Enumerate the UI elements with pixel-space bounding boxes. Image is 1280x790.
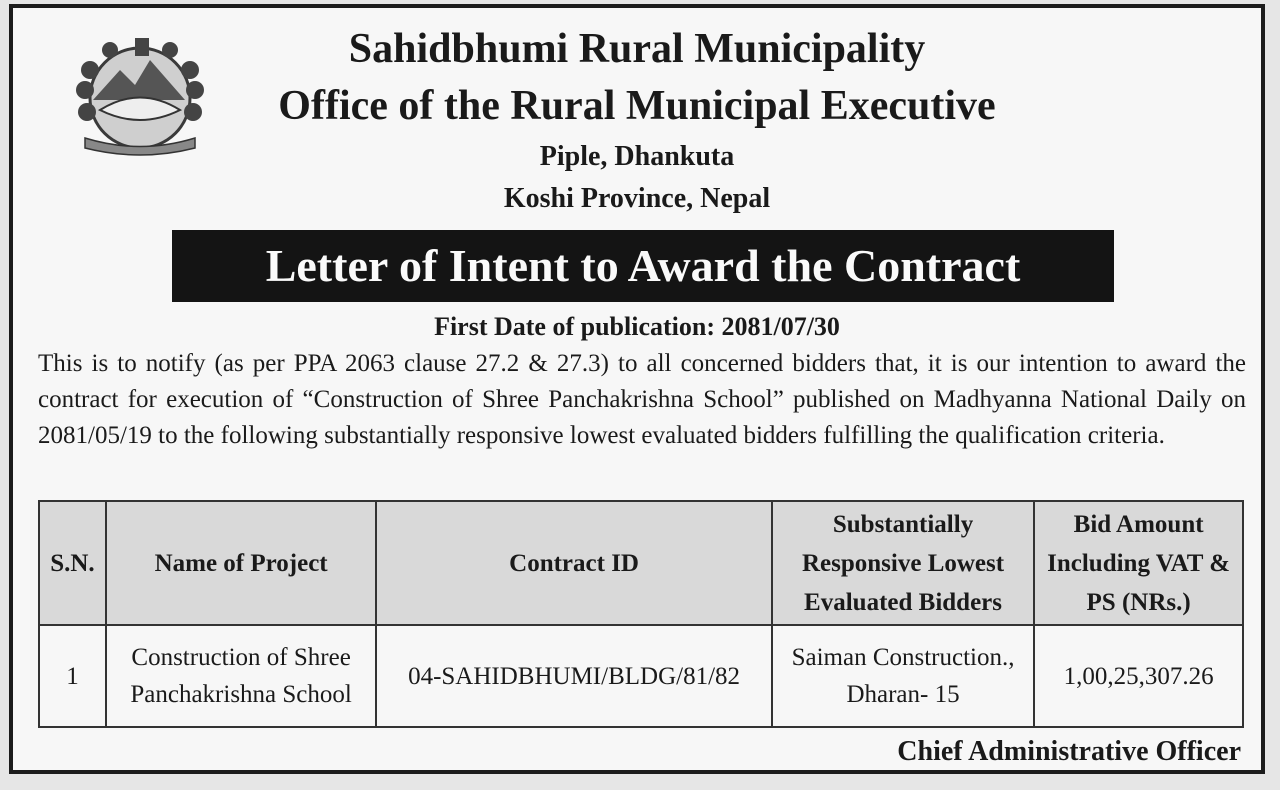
notice-body: This is to notify (as per PPA 2063 clause 27.2 & 27.3) to all concerned bidders that, it is our intention to award the contract for execution of “Construction of Shree Panchakrishna School” published on Madhyanna National Daily on 2081/05/19 to the following substantially responsive lowest evaluated bidders fulfilling the qualification criteria. [38,350,1246,449]
cell-project: Construction of Shree Panchakrishna School [106,625,376,727]
header-bidders: Substantially Responsive Lowest Evaluated Bidders [772,501,1034,625]
cell-bidder: Saiman Construction., Dharan- 15 [772,625,1034,727]
cell-sn: 1 [39,625,106,727]
cell-amount: 1,00,25,307.26 [1034,625,1243,727]
signature-title: Chief Administrative Officer [897,736,1241,767]
table-row [39,625,1243,727]
notice-title: Letter of Intent to Award the Contract [172,230,1114,302]
header-contract-id: Contract ID [376,501,772,625]
address-line-2: Koshi Province, Nepal [503,183,771,214]
header-amount: Bid Amount Including VAT & PS (NRs.) [1034,501,1243,625]
cell-contract-id: 04-SAHIDBHUMI/BLDG/81/82 [376,625,772,727]
header-project: Name of Project [106,501,376,625]
award-table [38,500,1244,728]
notice-frame [9,4,1265,774]
header-sn: S.N. [39,501,106,625]
address-line-1: Piple, Dhankuta [539,141,735,172]
letterhead [13,22,1261,220]
publication-date: First Date of publication: 2081/07/30 [434,312,840,341]
office-name: Office of the Rural Municipal Executive [278,83,996,129]
municipality-name: Sahidbhumi Rural Municipality [348,26,926,72]
table-header-row [39,501,1243,625]
